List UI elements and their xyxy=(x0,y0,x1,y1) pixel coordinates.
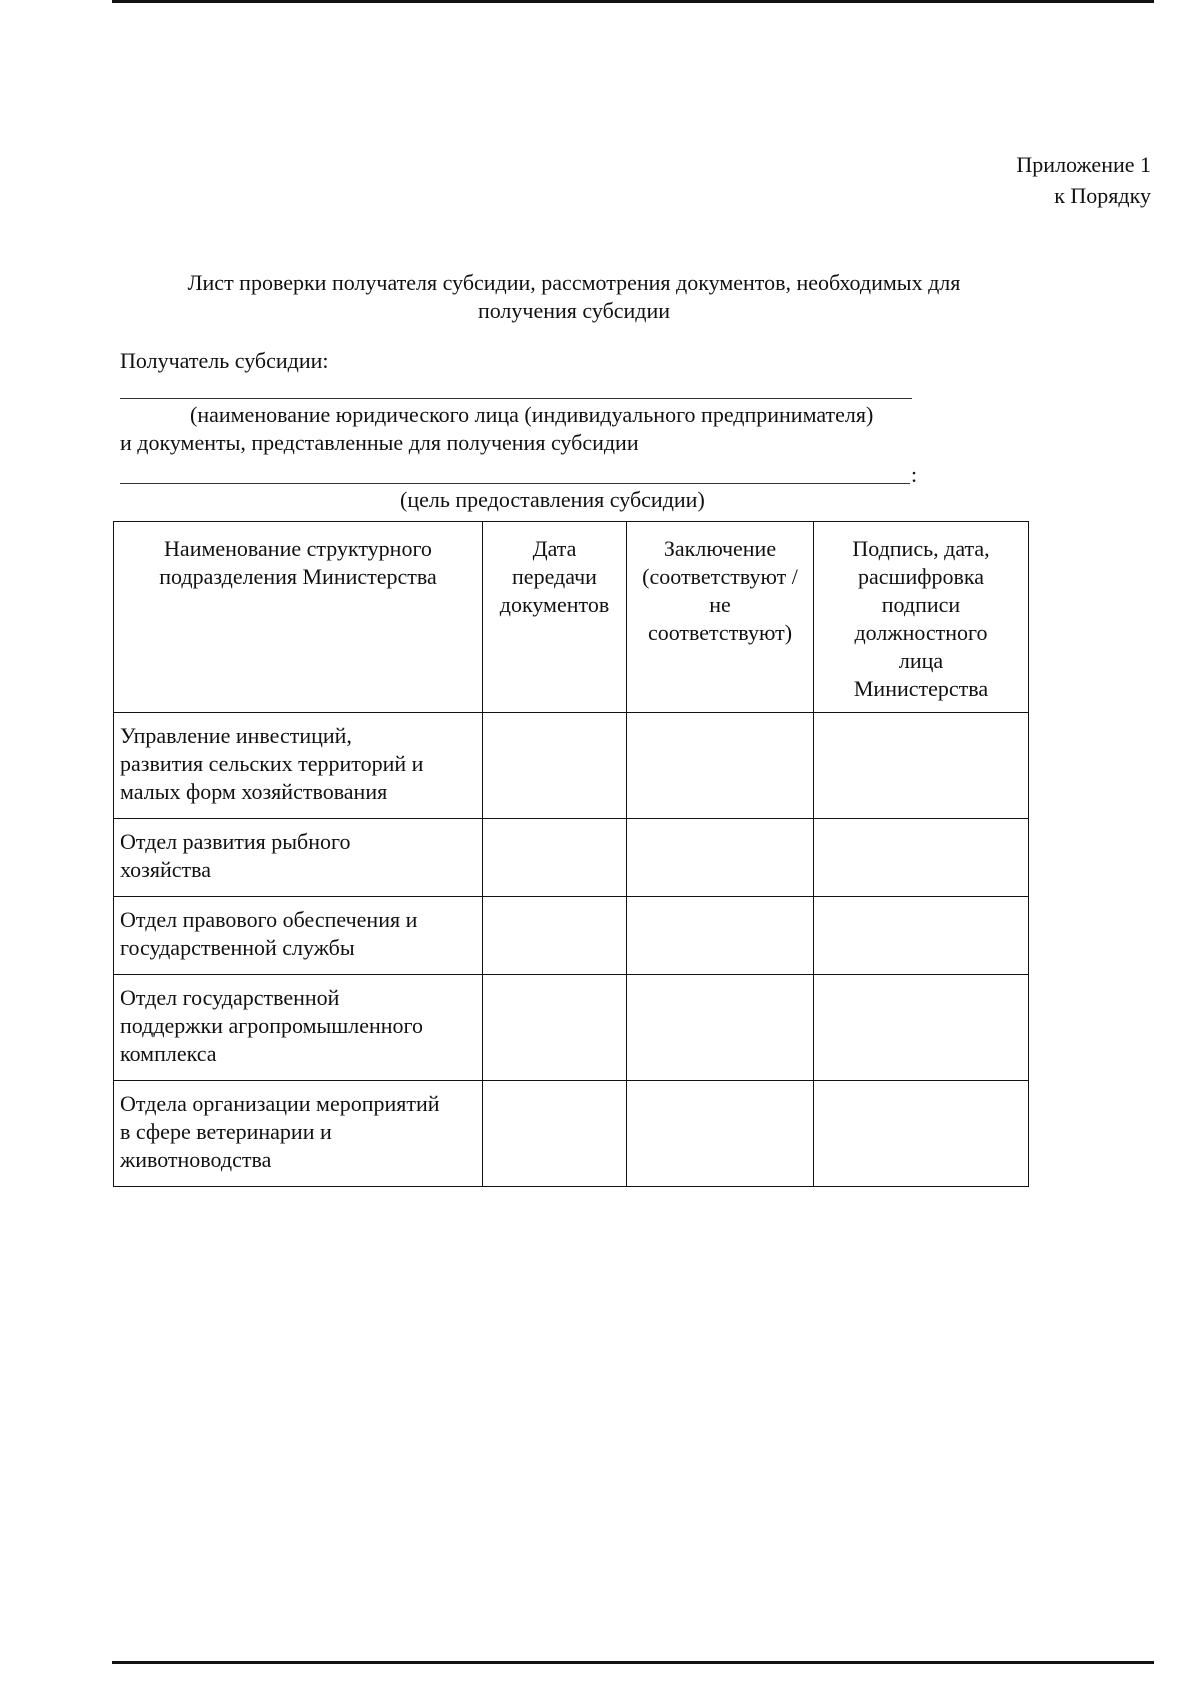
header-department xyxy=(114,522,483,713)
header-signature-line: Министерства xyxy=(853,676,989,701)
signature-cell[interactable] xyxy=(814,1081,1029,1187)
department-name-line: Отдел правового обеспечения и xyxy=(120,907,418,932)
conclusion-cell[interactable] xyxy=(627,897,814,975)
department-name-line: малых форм хозяйствования xyxy=(120,779,388,804)
conclusion-cell[interactable] xyxy=(627,975,814,1081)
header-signature-line: Подпись, дата, xyxy=(852,536,990,561)
header-conclusion-line: соответствуют) xyxy=(647,620,793,645)
department-name-line: в сфере ветеринарии и xyxy=(120,1119,332,1144)
recipient-name-line xyxy=(120,398,912,399)
department-name-cell xyxy=(114,975,483,1081)
table-row xyxy=(114,819,1029,897)
header-signature xyxy=(814,522,1029,713)
conclusion-cell[interactable] xyxy=(627,713,814,819)
signature-cell[interactable] xyxy=(814,975,1029,1081)
department-name-line: Отдел государственной xyxy=(120,985,340,1010)
department-name-cell xyxy=(114,713,483,819)
department-name-line: комплекса xyxy=(120,1041,217,1066)
header-transfer-date-line: передачи xyxy=(512,564,597,589)
appendix-note xyxy=(1016,149,1151,211)
table-row xyxy=(114,713,1029,819)
department-name-line: животноводства xyxy=(120,1147,272,1172)
purpose-caption: (цель предоставления субсидии) xyxy=(400,487,705,512)
table-row xyxy=(114,1081,1029,1187)
purpose-colon: : xyxy=(911,462,918,487)
header-conclusion-line: (соответствуют / xyxy=(642,564,798,589)
header-conclusion-line: не xyxy=(709,592,731,617)
department-name-line: Отдела организации мероприятий xyxy=(120,1091,440,1116)
check-table xyxy=(113,521,1029,1187)
conclusion-cell[interactable] xyxy=(627,819,814,897)
header-signature-line: расшифровка xyxy=(857,564,984,589)
recipient-caption: (наименование юридического лица (индивидуального предпринимателя) xyxy=(190,402,874,427)
department-name-line: государственной службы xyxy=(120,935,355,960)
signature-cell[interactable] xyxy=(814,897,1029,975)
transfer-date-cell[interactable] xyxy=(483,713,627,819)
documents-label: и документы, представленные для получения субсидии xyxy=(120,430,639,455)
bottom-rule xyxy=(112,1661,1154,1664)
header-signature-line: лица xyxy=(898,648,944,673)
appendix-line-1: Приложение 1 xyxy=(1016,152,1151,177)
header-signature-line: подписи xyxy=(881,592,961,617)
transfer-date-cell[interactable] xyxy=(483,975,627,1081)
transfer-date-cell[interactable] xyxy=(483,819,627,897)
header-signature-line: должностного xyxy=(854,620,988,645)
department-name-line: Отдел развития рыбного xyxy=(120,829,351,854)
header-conclusion-line: Заключение xyxy=(663,536,777,561)
department-name-line: развития сельских территорий и xyxy=(120,751,424,776)
header-transfer-date xyxy=(483,522,627,713)
conclusion-cell[interactable] xyxy=(627,1081,814,1187)
header-transfer-date-line: Дата xyxy=(532,536,577,561)
title-line-1: Лист проверки получателя субсидии, рассмотрения документов, необходимых для xyxy=(187,270,961,295)
title-line-2: получения субсидии xyxy=(477,298,671,323)
recipient-label: Получатель субсидии: xyxy=(120,348,329,373)
signature-cell[interactable] xyxy=(814,819,1029,897)
top-rule xyxy=(112,0,1154,3)
header-conclusion xyxy=(627,522,814,713)
header-department-line: Наименование структурного xyxy=(164,536,432,561)
table-header-row xyxy=(114,522,1029,713)
transfer-date-cell[interactable] xyxy=(483,897,627,975)
header-department-line: подразделения Министерства xyxy=(159,564,437,589)
department-name-line: поддержки агропромышленного xyxy=(120,1013,424,1038)
department-name-line: хозяйства xyxy=(120,857,211,882)
header-transfer-date-line: документов xyxy=(499,592,610,617)
table-row xyxy=(114,975,1029,1081)
signature-cell[interactable] xyxy=(814,713,1029,819)
department-name-cell xyxy=(114,819,483,897)
department-name-cell xyxy=(114,897,483,975)
table-row xyxy=(114,897,1029,975)
document-title xyxy=(110,269,1038,325)
transfer-date-cell[interactable] xyxy=(483,1081,627,1187)
appendix-line-2: к Порядку xyxy=(1054,183,1151,208)
department-name-line: Управление инвестиций, xyxy=(120,723,352,748)
department-name-cell xyxy=(114,1081,483,1187)
purpose-line xyxy=(120,483,910,484)
